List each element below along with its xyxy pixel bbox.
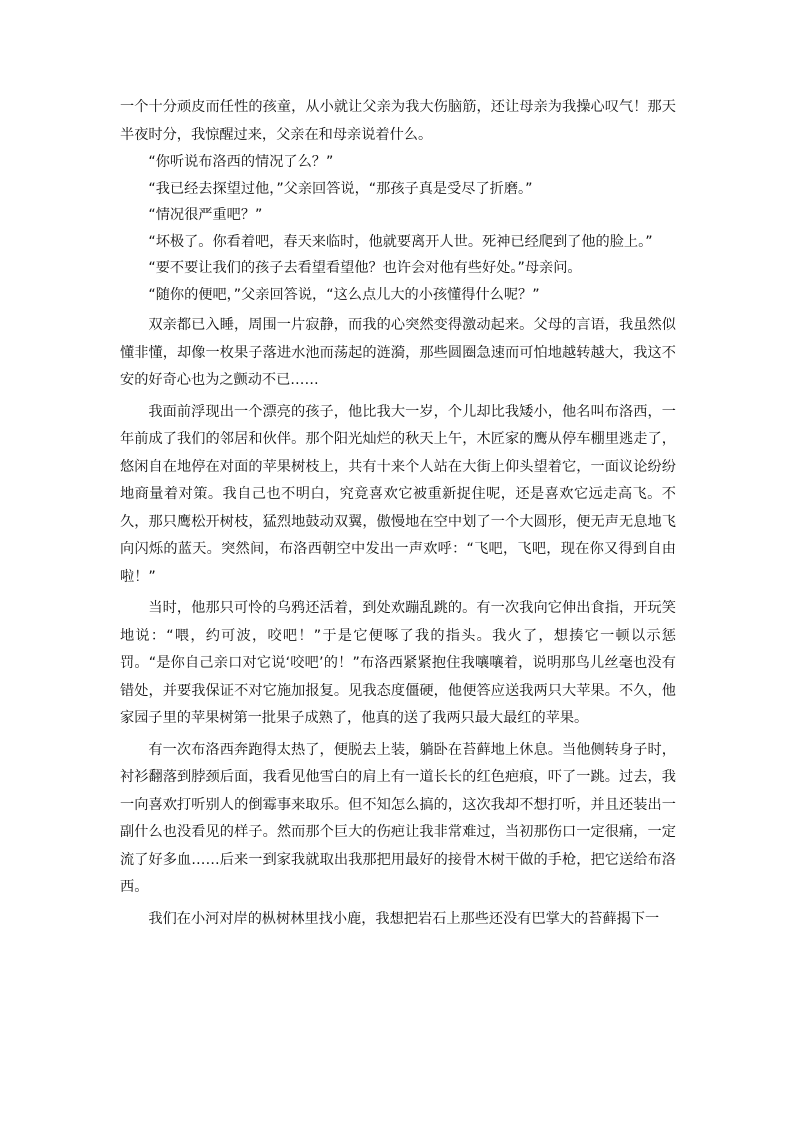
paragraph: 双亲都已入睡，周围一片寂静，而我的心突然变得激动起来。父母的言语，我虽然似懂非懂，却像一枚果子落进水池而荡起的涟漪，那些圆圈急速而可怕地越转越大，我这不安的好奇心也为之颤动不已…… — [120, 317, 676, 388]
paragraph: 我们在小河对岸的枞树林里找小鹿，我想把岩石上那些还没有巴掌大的苔藓揭下一 — [148, 910, 660, 927]
paragraph: 我面前浮现出一个漂亮的孩子，他比我大一岁，个儿却比我矮小，他名叫布洛西，一年前成了我们的邻居和伙伴。那个阳光灿烂的秋天上午，木匠家的鹰从停车棚里逃走了，悠闲自在地停在对面的苹果树枝上，共有十来个人站在大街上仰头望着它，一面议论纷纷地商量着对策。我自己也不明白，究竟喜欢它被重新捉住呢，还是喜欢它远走高飞。不久，那只鹰松开树枝，猛烈地鼓动双翼，傲慢地在空中划了一个大圆形，便无声无息地飞向闪烁的蓝天。突然间，布洛西朝空中发出一声欢呼：“飞吧，飞吧，现在你又得到自由啦！” — [120, 403, 676, 585]
document-page — [120, 94, 676, 933]
dialog-line: “坏极了。你看着吧，春天来临时，他就要离开人世。死神已经爬到了他的脸上。” — [148, 233, 653, 250]
dialog-line: “你听说布洛西的情况了么？” — [148, 154, 334, 170]
dialog-line: “随你的便吧，”父亲回答说，“这么点儿大的小孩懂得什么呢？” — [148, 286, 540, 303]
dialog-line: “我已经去探望过他，”父亲回答说，“那孩子真是受尽了折磨。” — [148, 180, 533, 197]
paragraph: 有一次布洛西奔跑得太热了，便脱去上装，躺卧在苔藓地上休息。当他侧转身子时，衬衫翻落到脖颈后面，我看见他雪白的肩上有一道长长的红色疤痕，吓了一跳。过去，我一向喜欢打听别人的倒霉事来取乐。但不知怎么搞的，这次我却不想打听，并且还装出一副什么也没看见的样子。然而那个巨大的伤疤让我非常难过，当初那伤口一定很痛，一定流了好多血……后来一到家我就取出我那把用最好的接骨木树干做的手枪，把它送给布洛西。 — [120, 741, 676, 895]
paragraph-opening: 一个十分顽皮而任性的孩童，从小就让父亲为我大伤脑筋，还让母亲为我操心叹气！那天半夜时分，我惊醒过来，父亲在和母亲说着什么。 — [120, 99, 676, 143]
dialog-line: “情况很严重吧？” — [148, 207, 263, 223]
dialog-line: “要不要让我们的孩子去看望看望他？也许会对他有些好处。”母亲问。 — [148, 260, 582, 276]
paragraph: 当时，他那只可怜的乌鸦还活着，到处欢蹦乱跳的。有一次我向它伸出食指，开玩笑地说：“喂，约可波，咬吧！”于是它便啄了我的指头。我火了，想揍它一顿以示惩罚。“是你自己亲口对它说‘咬吧’的！”布洛西紧紧抱住我嚷嚷着，说明那鸟儿丝毫也没有错处，并要我保证不对它施加报复。见我态度僵硬，他便答应送我两只大苹果。不久，他家园子里的苹果树第一批果子成熟了，他真的送了我两只最大最红的苹果。 — [120, 600, 676, 726]
